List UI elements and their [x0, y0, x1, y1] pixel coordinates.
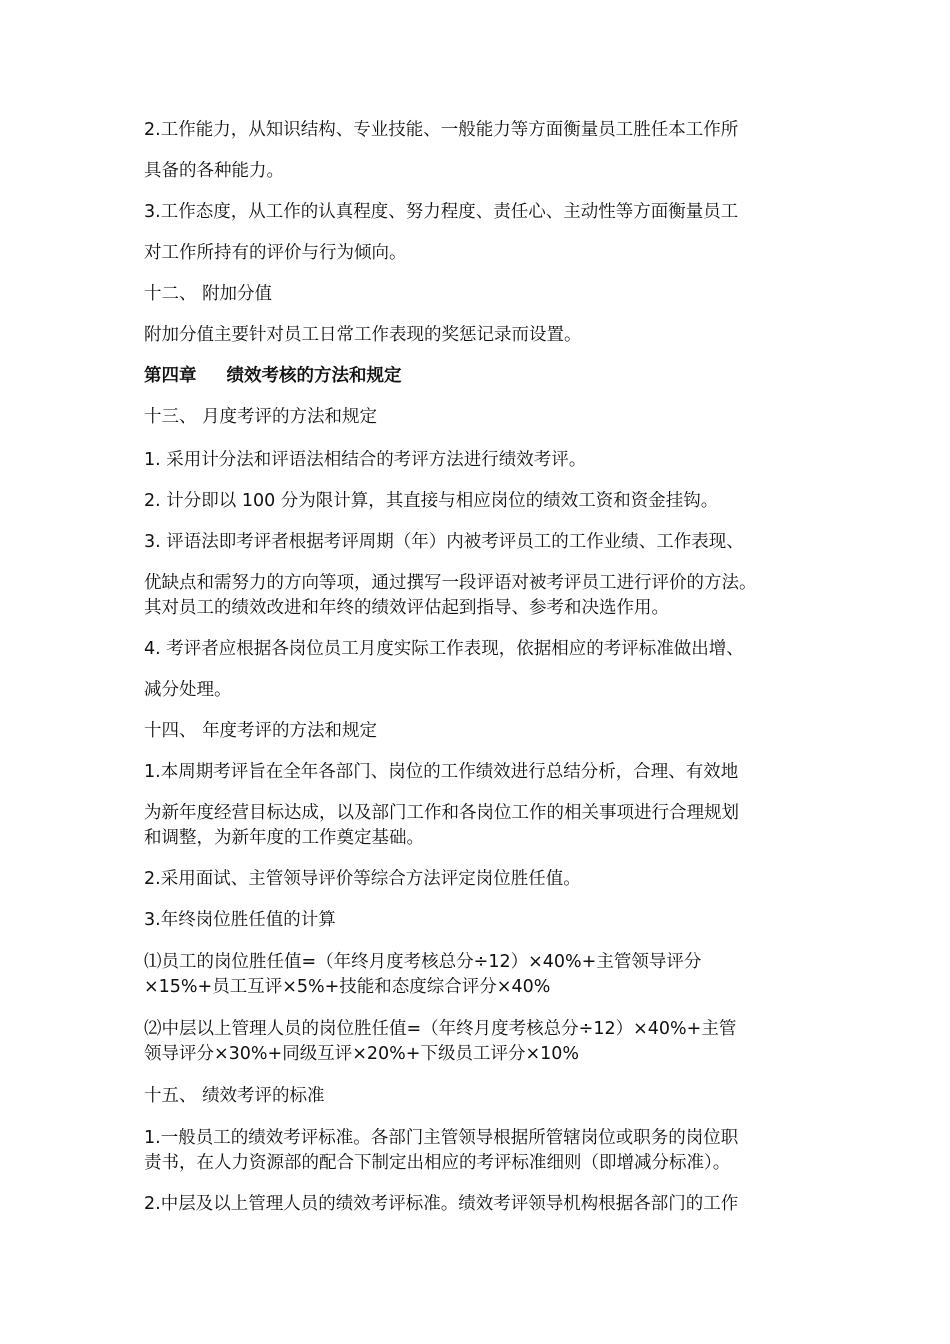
section-12-title: 十二、 附加分值	[144, 284, 273, 304]
section-13-item-2: 2. 计分即以 100 分为限计算，其直接与相应岗位的绩效工资和资金挂钩。	[144, 491, 719, 511]
section-13-item-4-line: 减分处理。	[144, 680, 232, 700]
formula-1-line: ⑴员工的岗位胜任值=（年终月度考核总分÷12）×40%+主管领导评分	[144, 952, 702, 972]
section-14-title: 十四、 年度考评的方法和规定	[144, 721, 378, 741]
formula-2-line: ⑵中层以上管理人员的岗位胜任值=（年终月度考核总分÷12）×40%+主管	[144, 1019, 737, 1039]
section-15-item-1-line: 1.一般员工的绩效考评标准。各部门主管领导根据所管辖岗位或职务的岗位职	[144, 1128, 739, 1148]
section-13-title: 十三、 月度考评的方法和规定	[144, 407, 378, 427]
section-15-title: 十五、 绩效考评的标准	[144, 1086, 325, 1106]
paragraph-work-attitude-line: 对工作所持有的评价与行为倾向。	[144, 243, 407, 263]
section-14-item-1-line: 1.本周期考评旨在全年各部门、岗位的工作绩效进行总结分析，合理、有效地	[144, 762, 739, 782]
paragraph-work-ability-line: 具备的各种能力。	[144, 161, 284, 181]
section-15-item-2-line: 2.中层及以上管理人员的绩效考评标准。绩效考评领导机构根据各部门的工作	[144, 1194, 739, 1214]
section-14-item-2: 2.采用面试、主管领导评价等综合方法评定岗位胜任值。	[144, 869, 581, 889]
section-13-item-1: 1. 采用计分法和评语法相结合的考评方法进行绩效考评。	[144, 450, 587, 470]
paragraph-work-attitude-line: 3.工作态度，从工作的认真程度、努力程度、责任心、主动性等方面衡量员工	[144, 202, 739, 222]
section-14-item-1-line: 为新年度经营目标达成，以及部门工作和各岗位工作的相关事项进行合理规划	[144, 803, 739, 823]
formula-1-line: ×15%+员工互评×5%+技能和态度综合评分×40%	[144, 977, 551, 997]
section-13-item-3-line: 优缺点和需努力的方向等项，通过撰写一段评语对被考评员工进行评价的方法。	[144, 573, 757, 593]
chapter-4-heading	[144, 364, 402, 388]
section-15-item-1-line: 责书，在人力资源部的配合下制定出相应的考评标准细则（即增减分标准）。	[144, 1153, 731, 1173]
section-13-item-4-line: 4. 考评者应根据各岗位员工月度实际工作表现，依据相应的考评标准做出增、	[144, 639, 744, 659]
paragraph-work-ability-line: 2.工作能力，从知识结构、专业技能、一般能力等方面衡量员工胜任本工作所	[144, 120, 739, 140]
chapter-4-title: 绩效考核的方法和规定	[226, 366, 402, 386]
section-13-item-3-line: 其对员工的绩效改进和年终的绩效评估起到指导、参考和决选作用。	[144, 598, 669, 618]
chapter-4-number: 第四章	[144, 366, 197, 386]
section-14-item-3: 3.年终岗位胜任值的计算	[144, 910, 336, 930]
formula-2-line: 领导评分×30%+同级互评×20%+下级员工评分×10%	[144, 1044, 580, 1064]
section-12-body: 附加分值主要针对员工日常工作表现的奖惩记录而设置。	[144, 325, 582, 345]
section-14-item-1-line: 和调整，为新年度的工作奠定基础。	[144, 828, 424, 848]
section-13-item-3-line: 3. 评语法即考评者根据考评周期（年）内被考评员工的工作业绩、工作表现、	[144, 532, 744, 552]
